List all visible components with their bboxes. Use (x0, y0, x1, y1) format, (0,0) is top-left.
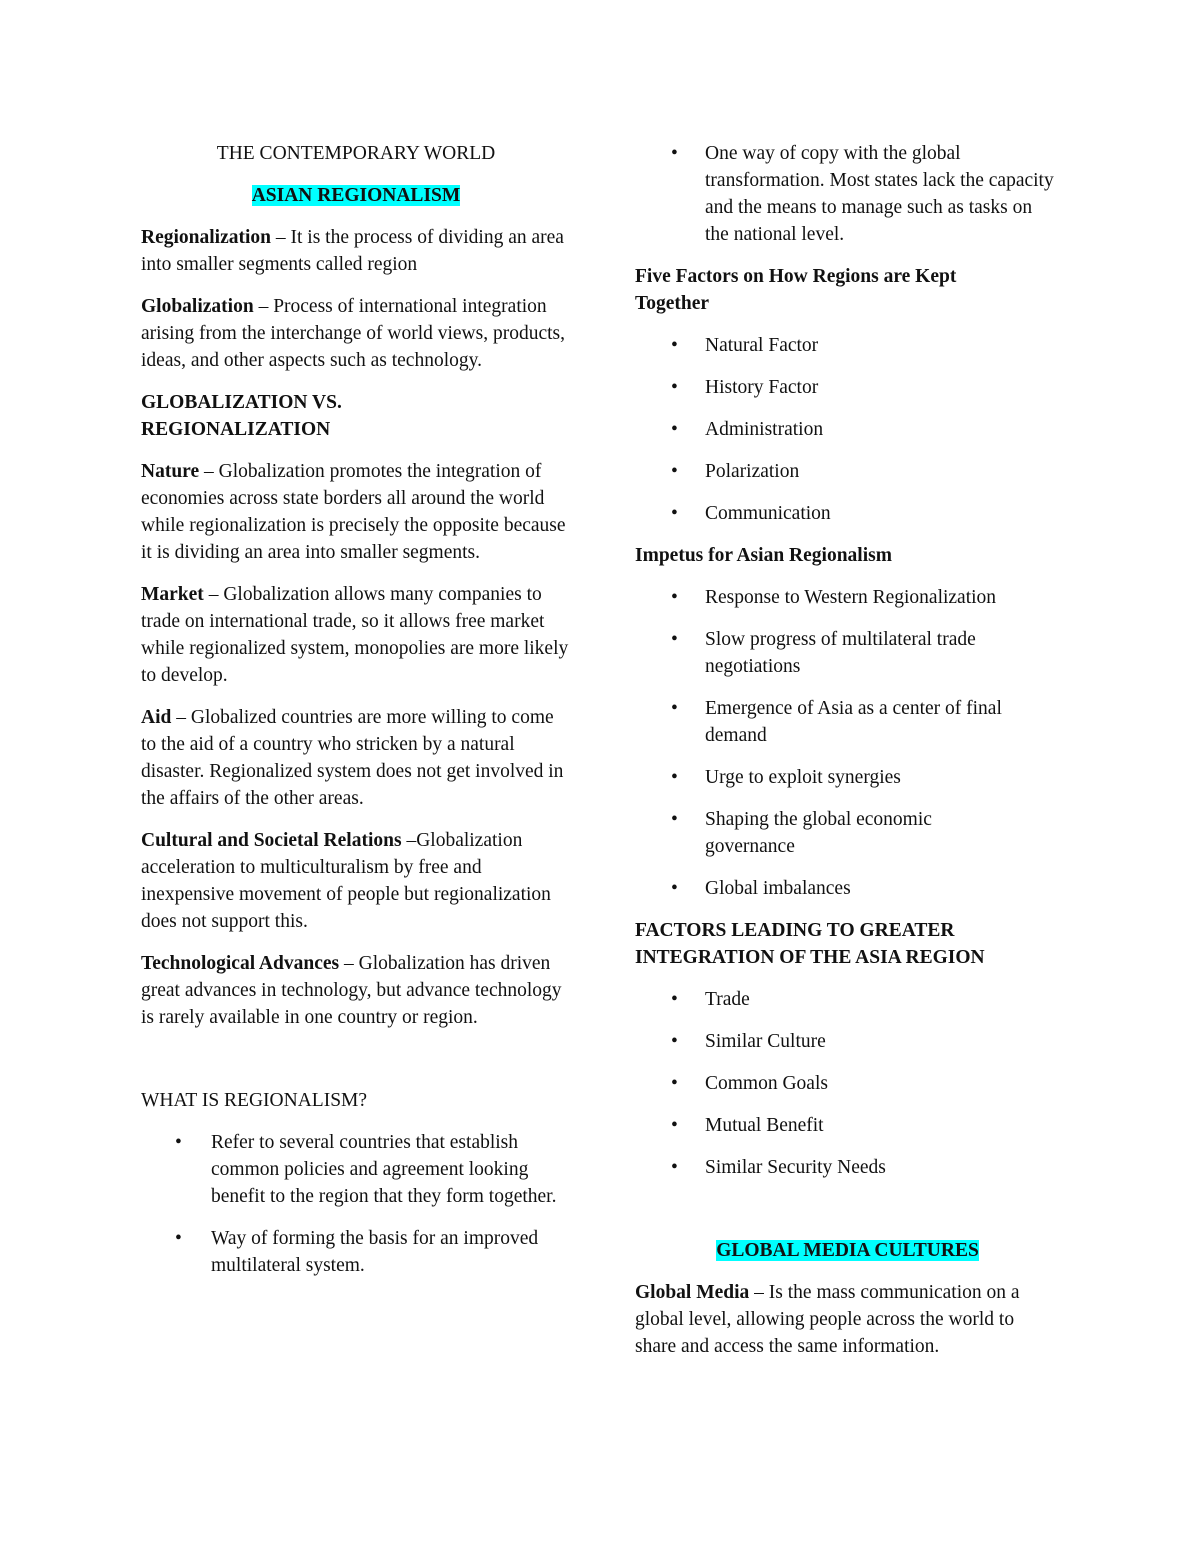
compare-term: Aid (141, 707, 172, 728)
definition-text: Is the mass communication on a global level, allowing people across the world to share and access the same information. (635, 1282, 1020, 1357)
list-item-text: Slow progress of multilateral trade negotiations (705, 629, 976, 677)
compare-technological (141, 950, 571, 1031)
impetus-list (635, 584, 1060, 902)
list-item (635, 1154, 1060, 1181)
bullet-icon: • (671, 809, 678, 830)
definition-text: It is the process of dividing an area into smaller segments called region (141, 227, 564, 275)
list-item (635, 374, 1060, 401)
compare-text: Globalization acceleration to multiculturalism by free and inexpensive movement of people but regionalization does not support this. (141, 830, 551, 932)
heading-five-factors: Five Factors on How Regions are Kept Together (635, 266, 957, 314)
bullet-icon: • (671, 503, 678, 524)
left-column (141, 140, 571, 1279)
compare-nature (141, 458, 571, 566)
list-item (635, 140, 1060, 248)
definition-separator: – (749, 1282, 769, 1303)
regionalism-list (141, 1129, 571, 1279)
heading-impetus: Impetus for Asian Regionalism (635, 545, 892, 566)
list-item-text: Similar Security Needs (705, 1157, 886, 1178)
list-item-text: Mutual Benefit (705, 1115, 824, 1136)
bullet-icon: • (671, 143, 678, 164)
bullet-icon: • (671, 419, 678, 440)
bullet-icon: • (671, 1115, 678, 1136)
definition-term: Global Media (635, 1282, 750, 1303)
list-item (141, 1129, 571, 1210)
bullet-icon: • (671, 1031, 678, 1052)
bullet-icon: • (671, 629, 678, 650)
list-item-text: Polarization (705, 461, 800, 482)
heading-globalization-vs-regionalization: GLOBALIZATION VS. REGIONALIZATION (141, 392, 342, 440)
definition-separator: – (271, 227, 291, 248)
compare-separator: – (339, 953, 359, 974)
definition-separator: – (253, 296, 274, 317)
compare-separator: – (401, 830, 417, 851)
right-column (635, 140, 1060, 1360)
list-item (635, 1070, 1060, 1097)
list-item (635, 626, 1010, 680)
list-item (635, 875, 1010, 902)
list-item-text: Similar Culture (705, 1031, 826, 1052)
highlighted-heading: GLOBAL MEDIA CULTURES (716, 1240, 979, 1261)
list-item-text: Global imbalances (705, 878, 851, 899)
list-item (635, 764, 1010, 791)
bullet-icon: • (671, 1073, 678, 1094)
compare-separator: – (171, 707, 191, 728)
compare-market (141, 581, 571, 689)
list-item (635, 332, 1060, 359)
compare-cultural-societal (141, 827, 571, 935)
definition-regionalization (141, 224, 571, 278)
list-item-text: Administration (705, 419, 824, 440)
list-item-text: Refer to several countries that establish common policies and agreement looking benefit to the region that they form together. (211, 1132, 557, 1207)
bullet-icon: • (671, 587, 678, 608)
bullet-icon: • (671, 878, 678, 899)
list-item-text: Natural Factor (705, 335, 819, 356)
compare-term: Technological Advances (141, 953, 340, 974)
list-item-text: Way of forming the basis for an improved multilateral system. (211, 1228, 539, 1276)
heading-integration-factors: FACTORS LEADING TO GREATER INTEGRATION OF THE ASIA REGION (635, 920, 985, 968)
definition-global-media (635, 1279, 1060, 1360)
compare-aid (141, 704, 571, 812)
list-item-text: Trade (705, 989, 750, 1010)
bullet-icon: • (671, 698, 678, 719)
list-item-text: One way of copy with the global transformation. Most states lack the capacity and the means to manage such as tasks on the national level. (705, 143, 1054, 245)
compare-text: Globalization has driven great advances in technology, but advance technology is rarely available in one country or region. (141, 953, 562, 1028)
list-item (635, 1112, 1060, 1139)
list-item-text: Shaping the global economic governance (705, 809, 932, 857)
compare-term: Market (141, 584, 204, 605)
bullet-icon: • (175, 1132, 182, 1153)
five-factors-list (635, 332, 1060, 527)
highlighted-heading: ASIAN REGIONALISM (251, 185, 461, 206)
compare-text: Globalized countries are more willing to come to the aid of a country who stricken by a natural disaster. Regionalized system does not get involved in the affairs of the other areas. (141, 707, 564, 809)
list-item (635, 458, 1060, 485)
bullet-icon: • (671, 335, 678, 356)
definition-term: Globalization (141, 296, 254, 317)
list-item-text: Emergence of Asia as a center of final demand (705, 698, 1002, 746)
list-item (141, 1225, 571, 1279)
list-item (635, 986, 1060, 1013)
list-item (635, 1028, 1060, 1055)
bullet-icon: • (671, 377, 678, 398)
list-item (635, 584, 1010, 611)
bullet-icon: • (175, 1228, 182, 1249)
definition-globalization (141, 293, 571, 374)
list-item-text: Common Goals (705, 1073, 828, 1094)
list-item-text: Response to Western Regionalization (705, 587, 997, 608)
list-item-text: History Factor (705, 377, 819, 398)
compare-separator: – (203, 584, 224, 605)
definition-term: Regionalization (141, 227, 271, 248)
section-title-global-media (635, 1237, 1060, 1264)
compare-text: Globalization allows many companies to trade on international trade, so it allows free market while regionalized system, monopolies are more likely to develop. (141, 584, 569, 686)
compare-text: Globalization promotes the integration of economies across state borders all around the world while regionalization is precisely the opposite because it is dividing an area into smaller segments. (141, 461, 566, 563)
continued-regionalism-list (635, 140, 1060, 248)
list-item (635, 695, 1010, 749)
bullet-icon: • (671, 461, 678, 482)
compare-term: Cultural and Societal Relations (141, 830, 402, 851)
heading-what-is-regionalism: WHAT IS REGIONALISM? (141, 1090, 368, 1111)
list-item-text: Communication (705, 503, 831, 524)
section-title-asian-regionalism (141, 182, 571, 209)
bullet-icon: • (671, 989, 678, 1010)
compare-separator: – (199, 461, 219, 482)
bullet-icon: • (671, 1157, 678, 1178)
list-item (635, 500, 1060, 527)
list-item-text: Urge to exploit synergies (705, 767, 901, 788)
definition-text: Process of international integration arising from the interchange of world views, products, ideas, and other aspects such as technology. (141, 296, 566, 371)
compare-term: Nature (141, 461, 200, 482)
list-item (635, 806, 1010, 860)
list-item (635, 416, 1060, 443)
bullet-icon: • (671, 767, 678, 788)
document-title: THE CONTEMPORARY WORLD (216, 143, 496, 164)
integration-factors-list (635, 986, 1060, 1181)
